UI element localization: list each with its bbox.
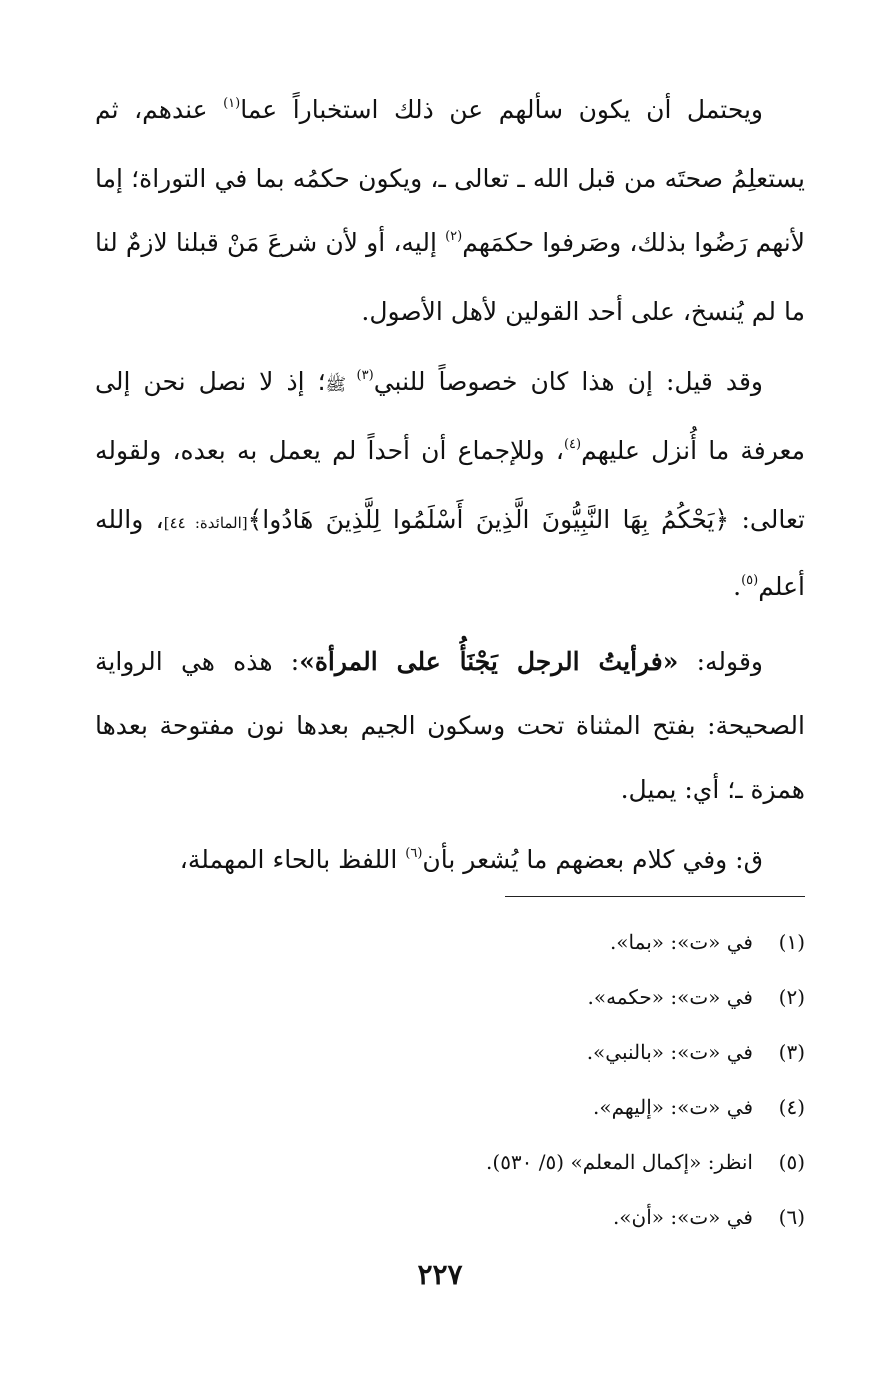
footnote-number: (٣) [778, 1040, 805, 1064]
quoted-phrase: «فرأيتُ الرجل يَجْنَأُ على المرأة» [299, 647, 679, 676]
footnote-number: (٤) [778, 1095, 805, 1119]
honorific-glyph: ﷺ [325, 375, 357, 395]
footnote-number: (٥) [778, 1150, 805, 1174]
footnote-item [300, 915, 805, 970]
verse-citation: [المائدة: ٤٤] [163, 514, 248, 532]
footnote-item [300, 1025, 805, 1080]
footnote-ref-4: (٤) [563, 437, 582, 452]
text-run: ق: وفي كلام بعضهم ما يُشعر بأن [422, 845, 763, 874]
footnote-ref-1: (١) [223, 96, 241, 111]
footnote-ref-3: (٣) [356, 368, 374, 383]
footnote-text: في «ت»: «أن». [612, 1205, 753, 1229]
paragraph-4 [95, 828, 805, 897]
text-run: : هذه هي الرواية الصحيحة: بفتح المثناة تحت وسكون الجيم بعدها نون مفتوحة بعدها همزة ـ؛ أي: يميل. [95, 647, 805, 804]
footnote-ref-5: (٥) [741, 573, 759, 588]
footnote-text: في «ت»: «بما». [609, 930, 753, 954]
footnote-item [300, 1135, 805, 1190]
footnote-item [300, 1080, 805, 1135]
text-run: وقد قيل: إن هذا كان خصوصاً للنبي [373, 367, 763, 396]
footnotes-list [300, 915, 805, 1245]
text-run: إليه، أو لأن شرعَ مَنْ قبلنا لازمٌ لنا ما لم يُنسخ، على أحد القولين لأهل الأصول. [95, 228, 805, 326]
quran-verse: ﴿يَحْكُمُ بِهَا النَّبِيُّونَ الَّذِينَ أَسْلَمُوا لِلَّذِينَ هَادُوا﴾ [247, 505, 730, 534]
text-run: وقوله: [678, 647, 763, 676]
text-run: عندهم، ثم يستعلِمُ صحتَه من قبل الله ـ تعالى ـ، ويكون حكمُه بما في التوراة؛ إما لأنهم رَضُوا بذلك، وصَرفوا حكمَهم [95, 95, 806, 257]
footnote-text: في «ت»: «بالنبي». [586, 1040, 753, 1064]
footnote-text: انظر: «إكمال المعلم» (٥/ ٥٣٠). [486, 1150, 753, 1174]
footnote-divider [505, 896, 805, 897]
footnote-text: في «ت»: «حكمه». [587, 985, 753, 1009]
paragraph-1 [95, 78, 805, 344]
text-run: ؛ إذ لا نصل نحن إلى معرفة ما أُنزل عليهم [95, 367, 805, 465]
footnote-ref-6: (٦) [405, 846, 423, 861]
text-run: ، وللإجماع أن أحداً لم يعمل به بعده، ولقوله تعالى: [95, 436, 805, 534]
text-run: ، والله أعلم [95, 505, 805, 601]
text-run: ويحتمل أن يكون سألهم عن ذلك استخباراً عما [240, 95, 764, 124]
footnote-number: (١) [778, 930, 805, 954]
text-run: . [733, 572, 742, 601]
main-text [95, 78, 805, 903]
paragraph-3 [95, 630, 805, 822]
footnote-item [300, 1190, 805, 1245]
footnote-item [300, 970, 805, 1025]
footnote-ref-2: (٢) [445, 229, 463, 244]
footnote-number: (٢) [778, 985, 805, 1009]
page-number: ٢٢٧ [417, 1258, 463, 1291]
footnote-text: في «ت»: «إليهم». [592, 1095, 753, 1119]
paragraph-2 [95, 350, 805, 624]
text-run: اللفظ بالحاء المهملة، [179, 845, 406, 874]
footnote-number: (٦) [778, 1205, 805, 1229]
